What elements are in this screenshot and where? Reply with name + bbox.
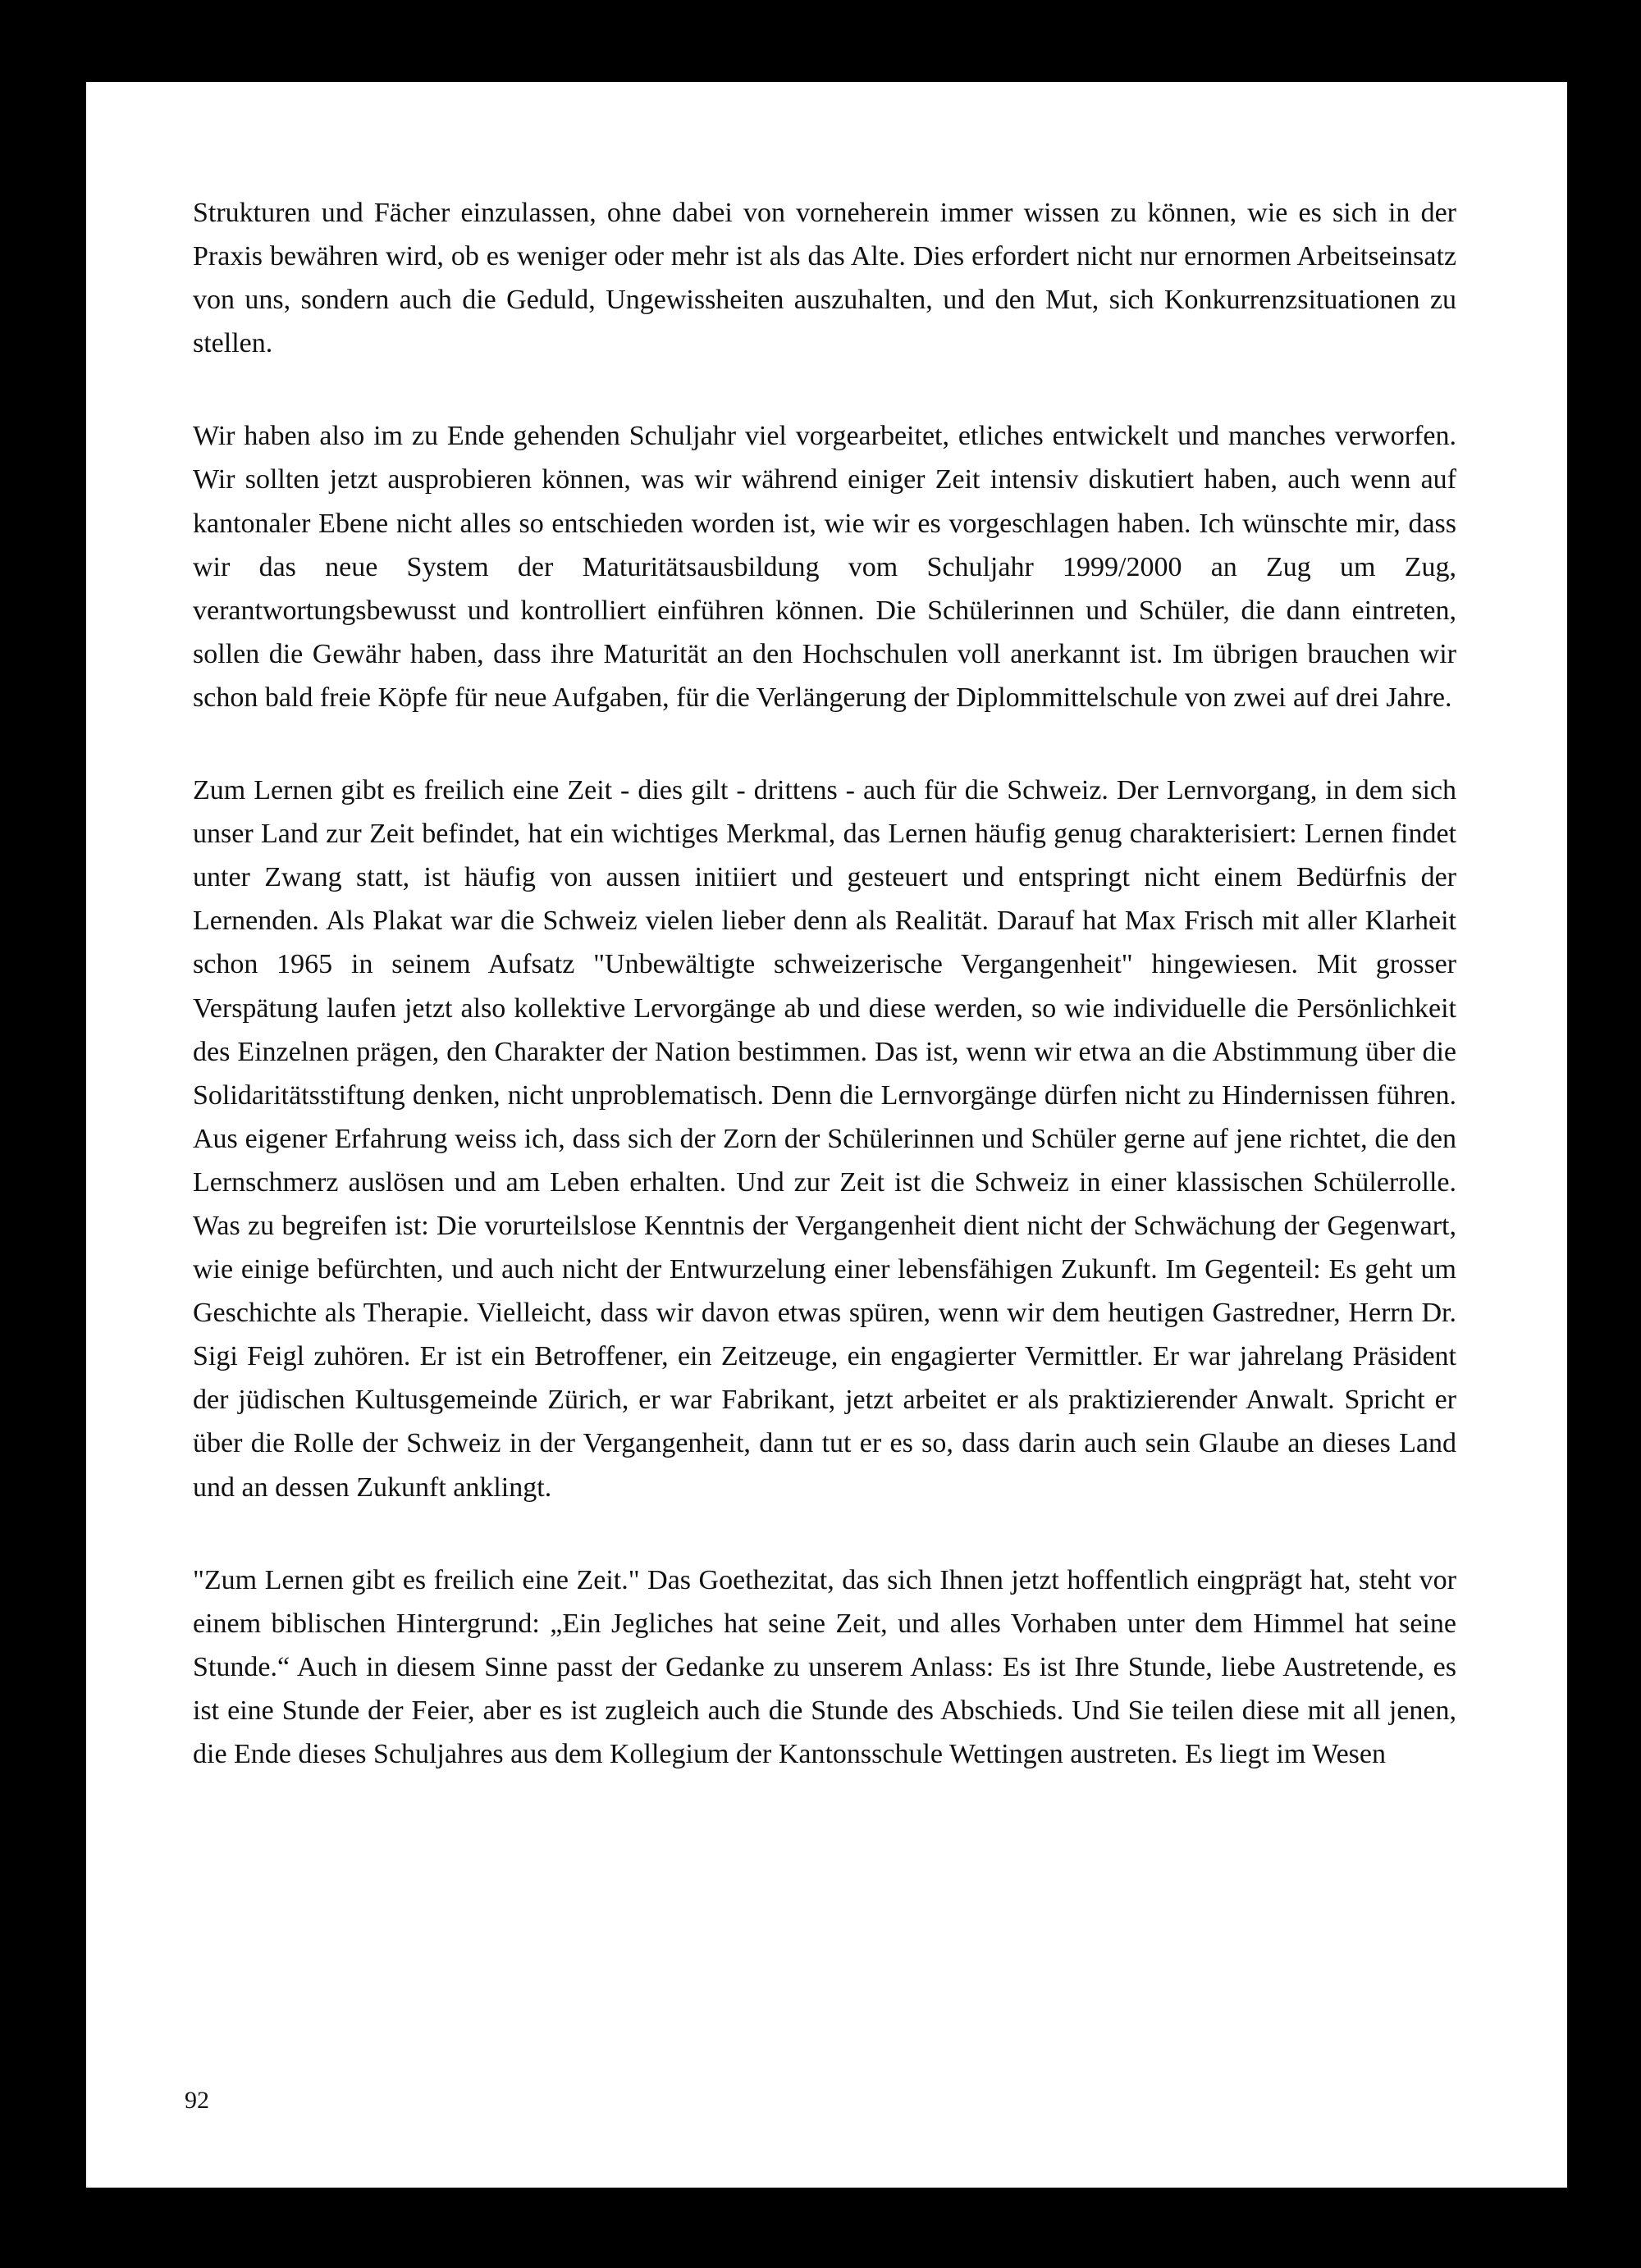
paragraph-4: "Zum Lernen gibt es freilich eine Zeit." Das Goethezitat, das sich Ihnen jetzt hoffentlich eingprägt hat, steht vor einem biblischen Hintergrund: „Ein Jegliches hat seine Zeit, und alles Vorhaben unter dem Himmel hat seine Stunde.“ Auch in diesem Sinne passt der Gedanke zu unserem Anlass: Es ist Ihre Stunde, liebe Austretende, es ist eine Stunde der Feier, aber es ist zugleich auch die Stunde des Abschieds. Und Sie teilen diese mit all jenen, die Ende dieses Schuljahres aus dem Kollegium der Kantonsschule Wettingen austreten. Es liegt im Wesen [193,1564,1456,1769]
paragraph-3: Zum Lernen gibt es freilich eine Zeit - dies gilt - drittens - auch für die Schweiz. Der Lernvorgang, in dem sich unser Land zur Zeit befindet, hat ein wichtiges Merkmal, das Lernen häufig genug charakterisiert: Lernen findet unter Zwang statt, ist häufig von aussen initiiert und gesteuert und entspringt nicht einem Bedürfnis der Lernenden. Als Plakat war die Schweiz vielen lieber denn als Realität. Darauf hat Max Frisch mit aller Klarheit schon 1965 in seinem Aufsatz "Unbewältigte schweizerische Vergangenheit" hingewiesen. Mit grosser Verspätung laufen jetzt also kollektive Lervorgänge ab und diese werden, so wie individuelle die Persönlichkeit des Einzelnen prägen, den Charakter der Nation bestimmen. Das ist, wenn wir etwa an die Abstimmung über die Solidaritätsstiftung denken, nicht unproblematisch. Denn die Lernvorgänge dürfen nicht zu Hindernissen führen. Aus eigener Erfahrung weiss ich, dass sich der Zorn der Schülerinnen und Schüler gerne auf jene richtet, die den Lernschmerz auslösen und am Leben erhalten. Und zur Zeit ist die Schweiz in einer klassischen Schülerrolle. Was zu begreifen ist: Die vorurteilslose Kenntnis der Vergangenheit dient nicht der Schwächung der Gegenwart, wie einige befürchten, und auch nicht der Entwurzelung einer lebensfähigen Zukunft. Im Gegenteil: Es geht um Geschichte als Therapie. Vielleicht, dass wir davon etwas spüren, wenn wir dem heutigen Gastredner, Herrn Dr. Sigi Feigl zuhören. Er ist ein Betroffener, ein Zeitzeuge, ein engagierter Vermittler. Er war jahrelang Präsident der jüdischen Kultusgemeinde Zürich, er war Fabrikant, jetzt arbeitet er als praktizierender Anwalt. Spricht er über die Rolle der Schweiz in der Vergangenheit, dann tut er es so, dass darin auch sein Glaube an dieses Land und an dessen Zukunft anklingt. [193,775,1456,1503]
paragraph-2: Wir haben also im zu Ende gehenden Schuljahr viel vorgearbeitet, etliches entwickelt und manches verworfen. Wir sollten jetzt ausprobieren können, was wir während einiger Zeit intensiv diskutiert haben, auch wenn auf kantonaler Ebene nicht alles so entschieden worden ist, wie wir es vorgeschlagen haben. Ich wünschte mir, dass wir das neue System der Maturitätsausbildung vom Schuljahr 1999/2000 an Zug um Zug, verantwortungsbewusst und kontrolliert einführen können. Die Schülerinnen und Schüler, die dann eintreten, sollen die Gewähr haben, dass ihre Maturität an den Hochschulen voll anerkannt ist. Im übrigen brauchen wir schon bald freie Köpfe für neue Aufgaben, für die Verlängerung der Diplommittelschule von zwei auf drei Jahre. [193,421,1456,713]
paragraph-1: Strukturen und Fächer einzulassen, ohne dabei von vorneherein immer wissen zu können, wie es sich in der Praxis bewähren wird, ob es weniger oder mehr ist als das Alte. Dies erfordert nicht nur ernormen Arbeitseinsatz von uns, sondern auch die Geduld, Ungewissheiten auszuhalten, und den Mut, sich Konkurrenzsituationen zu stellen. [193,198,1456,359]
document-page [86,82,1567,2188]
body-text [193,191,1456,1776]
page-number: 92 [185,2087,209,2114]
